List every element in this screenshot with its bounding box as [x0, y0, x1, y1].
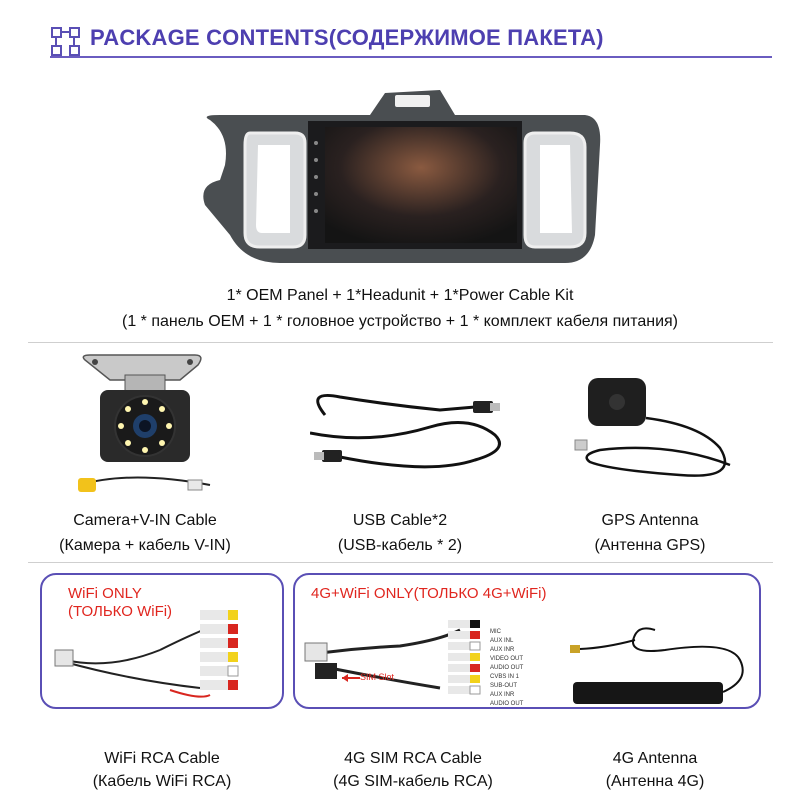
connector-label: MIC	[490, 629, 501, 635]
header-underline	[50, 56, 772, 58]
connector-label: AUX INR	[490, 692, 515, 698]
4g-badge: 4G+WiFi ONLY(ТОЛЬКО 4G+WiFi)	[311, 585, 547, 602]
connector-label: AUX INR	[490, 647, 515, 653]
camera-image	[70, 350, 220, 500]
camera-caption-en: Camera+V-IN Cable	[73, 512, 217, 529]
wifi-rca-cable-image	[50, 600, 280, 708]
page-title: PACKAGE CONTENTS(СОДЕРЖИМОЕ ПАКЕТА)	[90, 25, 604, 50]
connector-label: CVBS IN 1	[490, 674, 520, 680]
camera-caption-ru: (Камера + кабель V-IN)	[59, 537, 231, 554]
usb-caption-ru: (USB-кабель * 2)	[337, 537, 463, 554]
connector-label: AUDIO OUT	[490, 665, 524, 671]
section-divider-2	[28, 562, 773, 563]
4g-sim-caption-ru: (4G SIM-кабель RCA)	[333, 773, 493, 790]
headunit-caption-en: 1* OEM Panel + 1*Headunit + 1*Power Cable Kit	[226, 287, 574, 304]
connector-label: AUDIO OUT	[490, 701, 524, 707]
usb-caption-en: USB Cable*2	[352, 512, 448, 529]
connector-label-list	[490, 628, 523, 709]
gps-caption-en: GPS Antenna	[601, 512, 699, 529]
gps-caption-ru: (Антенна GPS)	[594, 537, 706, 554]
sim-slot-label: SIM Slot	[360, 672, 395, 682]
gps-antenna-image	[570, 370, 750, 495]
connector-label: VIDEO OUT	[490, 656, 524, 662]
wifi-caption-en: WiFi RCA Cable	[104, 750, 220, 767]
headunit-caption-ru: (1 * панель OEM + 1 * головное устройство + 1 * комплект кабеля питания)	[121, 313, 678, 330]
wifi-badge-line2: (ТОЛЬКО WiFi)	[68, 603, 173, 620]
connector-label: SUB-OUT	[490, 683, 517, 689]
4g-antenna-caption-en: 4G Antenna	[612, 750, 698, 767]
section-divider	[28, 342, 773, 343]
headunit-panel-image	[190, 85, 610, 270]
4g-antenna-caption-ru: (Антенна 4G)	[605, 773, 705, 790]
package-icon	[50, 26, 82, 58]
4g-sim-caption-en: 4G SIM RCA Cable	[344, 750, 482, 767]
4g-antenna-image	[565, 620, 755, 710]
connector-label: AUX INL	[490, 638, 514, 644]
usb-cable-image	[310, 375, 510, 485]
wifi-badge-line1: WiFi ONLY	[68, 585, 142, 602]
wifi-caption-ru: (Кабель WiFi RCA)	[92, 773, 232, 790]
